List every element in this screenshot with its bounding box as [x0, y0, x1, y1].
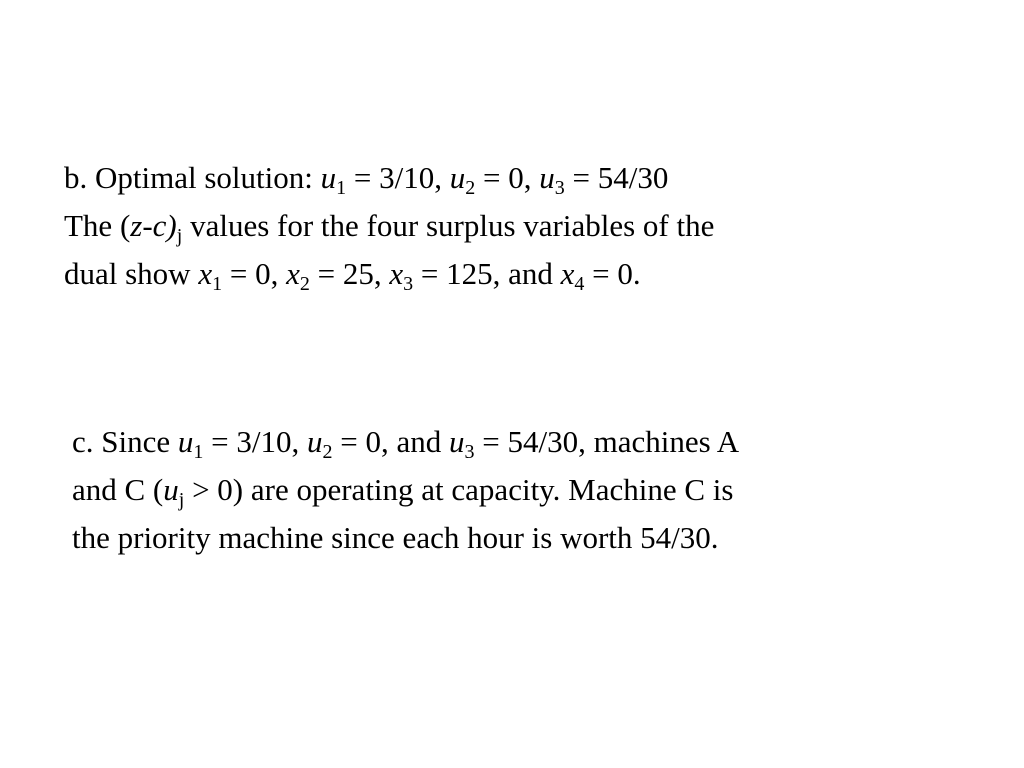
- var-u: u: [307, 424, 323, 459]
- var-x: x: [198, 256, 213, 291]
- subscript: 4: [574, 273, 585, 295]
- subscript: 1: [336, 177, 347, 199]
- subscript: 3: [464, 441, 475, 463]
- equation-text: = 54/30, machines A: [474, 424, 740, 459]
- var-z-c: z-c): [130, 208, 177, 243]
- subscript: 1: [212, 273, 223, 295]
- part-b-line-3: [64, 250, 714, 298]
- part-c-line-3: [72, 514, 739, 562]
- var-u: u: [163, 472, 179, 507]
- part-b-line-2: [64, 202, 714, 250]
- var-u: u: [177, 424, 194, 459]
- var-u: u: [320, 160, 337, 195]
- subscript: 3: [403, 273, 414, 295]
- part-b-line-2-suffix: values for the four surplus variables of the: [182, 208, 715, 243]
- subscript: 1: [193, 441, 204, 463]
- part-c-line-2: [72, 466, 739, 514]
- part-c-line-2-prefix: and C (: [72, 472, 164, 507]
- var-u: u: [449, 424, 465, 459]
- part-c-line-3-text: the priority machine since each hour is worth 54/30.: [72, 520, 719, 555]
- subscript: 2: [465, 177, 476, 199]
- var-u: u: [449, 160, 466, 195]
- equation-text: = 25,: [309, 256, 390, 291]
- equation-text: = 3/10,: [346, 160, 450, 195]
- equation-text: = 0, and: [332, 424, 449, 459]
- var-u: u: [539, 160, 555, 195]
- part-b-line-2-prefix: The (: [64, 208, 131, 243]
- part-c-line-1-prefix: c. Since: [72, 424, 178, 459]
- equation-text: = 54/30: [564, 160, 669, 195]
- var-x: x: [560, 256, 575, 291]
- equation-text: = 0,: [475, 160, 540, 195]
- var-x: x: [389, 256, 404, 291]
- part-c-line-1: [72, 418, 739, 466]
- equation-text: = 3/10,: [203, 424, 307, 459]
- subscript: 2: [299, 273, 310, 295]
- equation-text: = 0.: [584, 256, 641, 291]
- part-c-line-2-suffix: > 0) are operating at capacity. Machine C is: [184, 472, 734, 507]
- subscript: j: [176, 225, 183, 247]
- subscript: j: [178, 489, 185, 511]
- var-x: x: [286, 256, 300, 291]
- part-b-line-3-prefix: dual show: [64, 256, 199, 291]
- part-b-text-block: [64, 154, 714, 298]
- part-b-line-1-prefix: b. Optimal solution:: [64, 160, 321, 195]
- part-c-text-block: [72, 418, 739, 562]
- equation-text: = 0,: [222, 256, 287, 291]
- subscript: 2: [322, 441, 333, 463]
- equation-text: = 125, and: [413, 256, 561, 291]
- part-b-line-1: [64, 154, 714, 202]
- subscript: 3: [554, 177, 565, 199]
